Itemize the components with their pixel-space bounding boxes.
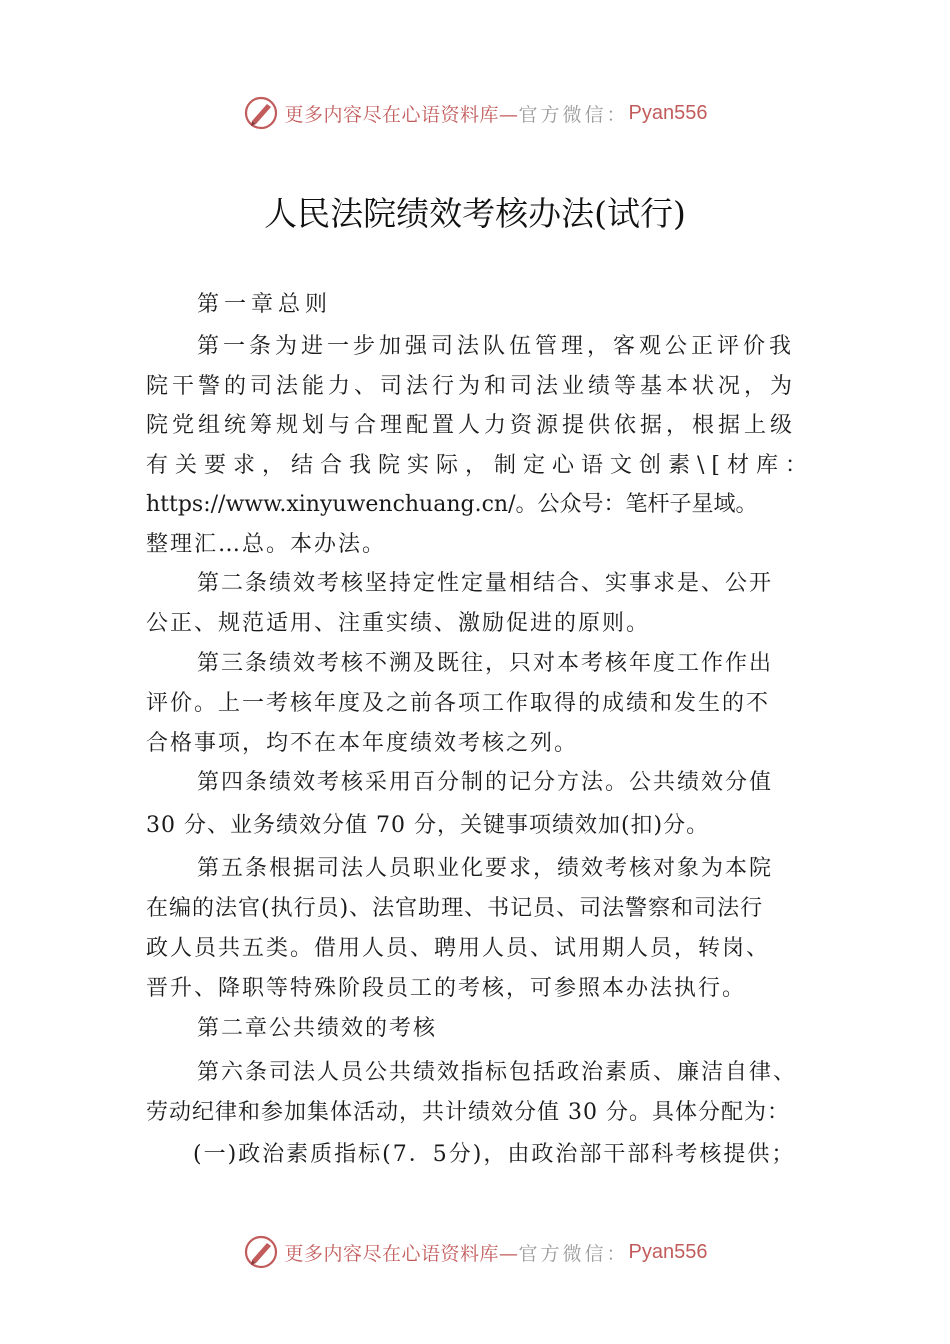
wechat-id: Pyan556	[628, 1240, 708, 1263]
chapter-heading: 第二章公共绩效的考核	[197, 1016, 438, 1041]
wechat-label: 官方微信：	[518, 103, 629, 126]
paragraph-line: 晋升、降职等特殊阶段员工的考核，可参照本办法执行。	[146, 976, 747, 1001]
paragraph-line: 30 分、业务绩效分值 70 分，关键事项绩效加(扣)分。	[146, 813, 710, 838]
paragraph-line: 公正、规范适用、注重实绩、激励促进的原则。	[146, 611, 651, 636]
wechat-id: Pyan556	[628, 101, 708, 124]
footer-watermark	[0, 1232, 950, 1272]
watermark-text: 更多内容尽在心语资料库—	[284, 103, 519, 126]
paragraph-line: 第六条司法人员公共绩效指标包括政治素质、廉洁自律、	[197, 1060, 798, 1085]
paragraph-line: 政人员共五类。借用人员、聘用人员、试用期人员，转岗、	[146, 936, 771, 961]
watermark-text: 更多内容尽在心语资料库—	[284, 1242, 519, 1265]
paragraph-line: 第三条绩效考核不溯及既往，只对本考核年度工作作出	[197, 651, 774, 676]
paragraph-line: 第四条绩效考核采用百分制的记分方法。公共绩效分值	[197, 770, 774, 795]
paragraph-line: 整理汇…总。本办法。	[146, 532, 387, 557]
paragraph-line: (一)政治素质指标(7．5分)，由政治部干部科考核提供；	[193, 1142, 796, 1167]
pen-logo-icon	[243, 95, 279, 131]
paragraph-line: 第二条绩效考核坚持定性定量相结合、实事求是、公开	[197, 571, 774, 596]
paragraph-line: https://www.xinyuwenchuang.cn/。公众号：笔杆子星域。	[146, 492, 758, 517]
paragraph-line: 院干警的司法能力、司法行为和司法业绩等基本状况，为	[146, 374, 797, 399]
paragraph-line: 有关要求，结合我院实际，制定心语文创素\[材库：	[146, 453, 814, 478]
document-title: 人民法院绩效考核办法(试行)	[264, 194, 686, 233]
pen-logo-icon	[243, 1234, 279, 1270]
wechat-label: 官方微信：	[518, 1242, 629, 1265]
paragraph-line: 在编的法官(执行员)、法官助理、书记员、司法警察和司法行	[146, 896, 764, 921]
paragraph-line: 劳动纪律和参加集体活动，共计绩效分值 30 分。具体分配为：	[146, 1100, 790, 1125]
paragraph-line: 第五条根据司法人员职业化要求，绩效考核对象为本院	[197, 856, 774, 881]
header-watermark	[0, 93, 950, 133]
chapter-heading: 第一章总则	[197, 292, 333, 317]
paragraph-line: 合格事项，均不在本年度绩效考核之列。	[146, 731, 579, 756]
paragraph-line: 院党组统筹规划与合理配置人力资源提供依据，根据上级	[146, 413, 797, 438]
paragraph-line: 评价。上一考核年度及之前各项工作取得的成绩和发生的不	[146, 691, 771, 716]
paragraph-line: 第一条为进一步加强司法队伍管理，客观公正评价我	[197, 334, 796, 359]
